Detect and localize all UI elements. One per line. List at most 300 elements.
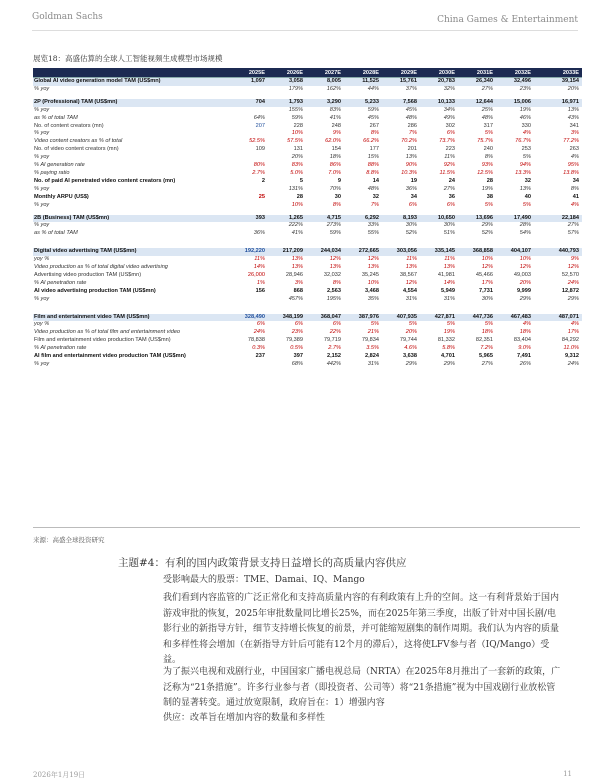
table-cell: 54% xyxy=(519,230,531,237)
table-row xyxy=(33,162,582,170)
table-cell: 8% xyxy=(484,154,493,161)
row-label: No. of paid AI penetrated video content creators (mn) xyxy=(34,177,176,184)
table-cell: 8% xyxy=(370,130,379,137)
table-cell: 2,152 xyxy=(327,353,341,360)
table-cell: 8% xyxy=(332,201,341,208)
table-cell: 23% xyxy=(519,85,531,92)
brand-logo: Goldman Sachs xyxy=(32,12,103,22)
table-cell: 27% xyxy=(443,185,455,192)
table-cell: 3,058 xyxy=(268,78,306,86)
table-cell: 3% xyxy=(570,130,579,137)
table-row xyxy=(33,186,582,194)
table-cell: 20% xyxy=(405,329,417,336)
table-cell: 155% xyxy=(288,106,303,113)
table-cell: 5% xyxy=(484,201,493,208)
table-cell: 13.8% xyxy=(563,169,579,176)
table-cell: 29% xyxy=(481,222,493,229)
table-cell: 59% xyxy=(367,106,379,113)
table-cell: 20% xyxy=(519,279,531,286)
table-cell: 447,736 xyxy=(458,314,496,322)
table-cell: 41% xyxy=(329,114,341,121)
row-label: % yoy xyxy=(34,130,50,137)
table-cell: 44% xyxy=(367,85,379,92)
table-cell: 11% xyxy=(444,154,455,161)
row-label: Film and entertainment video TAM (US$mn) xyxy=(33,314,236,322)
row-label: yoy % xyxy=(34,321,50,328)
year-header-2030E: 2030E xyxy=(420,68,458,78)
table-cell: 28 xyxy=(296,193,303,200)
table-row xyxy=(33,194,582,202)
table-cell: 207 xyxy=(255,122,265,129)
table-cell: 29% xyxy=(443,361,455,367)
year-header-2027E: 2027E xyxy=(306,68,344,78)
table-cell: 0.3% xyxy=(252,345,265,352)
table-cell: 154 xyxy=(331,146,341,153)
table-cell: 11.0% xyxy=(563,345,579,352)
row-label: Video production as % of total digital video advertising xyxy=(34,264,168,271)
table-cell: 12.5% xyxy=(477,169,493,176)
row-label: AI video advertising production TAM (US$mn) xyxy=(34,287,156,294)
table-cell: 12,644 xyxy=(458,99,496,107)
table-cell: 66.2% xyxy=(363,138,379,145)
table-cell: 70% xyxy=(329,185,341,192)
table-cell: 35,245 xyxy=(361,271,379,278)
table-cell: 37% xyxy=(405,85,417,92)
table-cell: 18% xyxy=(519,329,531,336)
table-row xyxy=(33,272,582,280)
table-cell: 38 xyxy=(486,193,493,200)
table-row xyxy=(33,230,582,238)
table-cell: 62.0% xyxy=(325,138,341,145)
paragraph-2: 为了振兴电视和戏剧行业，中国国家广播电视总局（NRTA）在2025年8月推出了一套新的政策，广泛称为“21条措施”。许多行业参与者（即投资者、公司等）将“21条措施”视为中国戏剧行业放松管制的显著转变。通过放宽限制，政府旨在：1）增强内容 xyxy=(163,667,561,708)
table-cell: 131 xyxy=(293,146,303,153)
table-cell: 27% xyxy=(567,222,579,229)
table-cell: 273% xyxy=(326,222,341,229)
row-label: % yoy xyxy=(34,222,50,229)
table-cell: 57.5% xyxy=(287,138,303,145)
table-cell: 5.0% xyxy=(290,169,303,176)
table-cell: 30% xyxy=(481,295,493,302)
table-cell: 83% xyxy=(291,162,303,169)
table-cell: 26,340 xyxy=(458,78,496,86)
table-cell: 79,389 xyxy=(285,337,303,344)
table-cell: 12,872 xyxy=(561,287,579,294)
table-cell: 248 xyxy=(331,122,341,129)
table-cell: 5% xyxy=(522,201,531,208)
table-cell: 5 xyxy=(299,177,303,184)
table-cell: 52.5% xyxy=(249,138,265,145)
table-row xyxy=(33,345,582,353)
source-note: 来源：高盛全球投资研究 xyxy=(33,536,105,544)
table-cell: 30% xyxy=(443,222,455,229)
table-cell: 487,071 xyxy=(534,314,582,322)
table-cell: 34% xyxy=(443,106,455,113)
table-cell: 92% xyxy=(443,162,455,169)
table-cell: 28% xyxy=(519,222,531,229)
table-cell: 2.7% xyxy=(252,169,265,176)
table-cell: 267 xyxy=(369,122,379,129)
exhibit-title: 展览18：高盛估算的全球人工智能视频生成模型市场规模 xyxy=(33,54,223,63)
table-cell: 1,793 xyxy=(268,99,306,107)
table-cell: 368,047 xyxy=(306,314,344,322)
table-cell: 4% xyxy=(570,154,579,161)
table-cell: 5% xyxy=(370,321,379,328)
year-header-2032E: 2032E xyxy=(496,68,534,78)
table-cell: 41% xyxy=(291,230,303,237)
table-cell: 29% xyxy=(567,295,579,302)
table-cell: 24% xyxy=(567,361,579,367)
table-cell: 9 xyxy=(337,177,341,184)
table-cell: 32% xyxy=(443,85,455,92)
table-cell: 253 xyxy=(521,146,531,153)
table-cell: 2.7% xyxy=(328,345,341,352)
table-cell xyxy=(236,107,268,115)
table-cell xyxy=(236,296,268,304)
table-cell: 30% xyxy=(405,222,417,229)
table-cell: 5% xyxy=(446,321,455,328)
row-label: Global AI video generation model TAM (US$mn) xyxy=(33,78,236,86)
table-cell: 237 xyxy=(255,353,265,360)
table-cell: 15,006 xyxy=(496,99,534,107)
table-cell: 10% xyxy=(481,256,493,263)
table-row xyxy=(33,329,582,337)
table-cell: 330 xyxy=(521,122,531,129)
table-cell: 19% xyxy=(481,185,493,192)
table-cell: 52,570 xyxy=(561,271,579,278)
table-cell: 6% xyxy=(256,321,265,328)
table-cell: 12% xyxy=(567,264,579,271)
table-cell: 217,209 xyxy=(268,248,306,256)
row-label: % AI generation rate xyxy=(34,162,85,169)
table-cell: 14 xyxy=(372,177,379,184)
table-cell: 79,719 xyxy=(323,337,341,344)
table-cell: 13% xyxy=(291,264,303,271)
paragraph-1: 我们看到内容监管的广泛正常化和支持高质量内容的有利政策有上升的空间。这一有利背景始于国内游戏审批的恢复，2025年审批数量同比增长25%，而在2025年第三季度，出版了针对中国长剧/电影行业的新指导方针，细节支持增长恢复的前景，并可能缩短剧集的制作周期。我们认为内容的质量和多样性将会增加（在新指导方针后可能有12个月的滞后），这将使LFV参与者（IQ/Mango）受益。 xyxy=(163,593,560,665)
table-cell: 10% xyxy=(291,130,303,137)
table-cell: 21% xyxy=(367,329,379,336)
table-cell: 3,290 xyxy=(306,99,344,107)
table-cell: 3% xyxy=(294,279,303,286)
table-cell: 7.2% xyxy=(480,345,493,352)
table-cell: 8% xyxy=(332,279,341,286)
table-cell: 48% xyxy=(481,114,493,121)
row-label: % yoy xyxy=(34,154,50,161)
table-row xyxy=(33,99,582,107)
row-label: 2B (Business) TAM (US$mn) xyxy=(33,215,236,223)
table-cell xyxy=(236,130,268,138)
table-cell: 13% xyxy=(567,106,579,113)
table-cell xyxy=(236,222,268,230)
table-cell: 868 xyxy=(293,287,303,294)
table-cell: 10,650 xyxy=(420,215,458,223)
table-row xyxy=(33,123,582,131)
table-cell: 10.3% xyxy=(401,169,417,176)
table-cell: 46% xyxy=(519,114,531,121)
table-cell: 3.5% xyxy=(366,345,379,352)
table-cell: 77.2% xyxy=(563,138,579,145)
table-cell: 397 xyxy=(293,353,303,360)
table-row xyxy=(33,170,582,178)
table-cell: 36 xyxy=(448,193,455,200)
table-row xyxy=(33,248,582,256)
tam-table xyxy=(33,68,582,369)
table-cell: 40 xyxy=(524,193,531,200)
table-cell: 7,731 xyxy=(479,287,493,294)
table-cell: 368,858 xyxy=(458,248,496,256)
table-row xyxy=(33,107,582,115)
year-header-2029E: 2029E xyxy=(382,68,420,78)
table-cell: 8.8% xyxy=(366,169,379,176)
table-cell: 12% xyxy=(519,264,531,271)
table-cell: 22% xyxy=(329,329,341,336)
table-cell: 9% xyxy=(570,256,579,263)
table-cell: 13.3% xyxy=(515,169,531,176)
year-header-2025E: 2025E xyxy=(236,68,268,78)
table-cell: 440,793 xyxy=(534,248,582,256)
table-cell: 4,701 xyxy=(441,353,455,360)
table-cell: 27% xyxy=(481,85,493,92)
table-cell: 18% xyxy=(481,329,493,336)
table-cell: 90% xyxy=(405,162,417,169)
table-row xyxy=(33,130,582,138)
table-cell: 5% xyxy=(408,321,417,328)
table-cell: 13% xyxy=(367,264,379,271)
row-label: as % of total TAM xyxy=(34,114,78,121)
table-cell: 24 xyxy=(448,177,455,184)
table-cell: 88% xyxy=(367,162,379,169)
table-cell: 4% xyxy=(570,201,579,208)
table-cell: 15% xyxy=(367,154,379,161)
table-cell: 272,665 xyxy=(344,248,382,256)
table-row xyxy=(33,202,582,210)
table-cell: 18% xyxy=(329,154,341,161)
table-row xyxy=(33,288,582,296)
table-cell: 156 xyxy=(255,287,265,294)
table-row xyxy=(33,337,582,345)
table-cell: 15,761 xyxy=(382,78,420,86)
table-cell: 6% xyxy=(446,201,455,208)
table-cell: 11% xyxy=(406,256,417,263)
row-label: Advertising video production TAM (US$mn) xyxy=(34,271,142,278)
table-cell: 19% xyxy=(443,329,455,336)
table-cell: 11.5% xyxy=(439,169,455,176)
table-cell: 48% xyxy=(405,114,417,121)
table-cell: 86% xyxy=(329,162,341,169)
table-cell: 9% xyxy=(332,130,341,137)
table-cell: 34 xyxy=(410,193,417,200)
theme-heading: 主题#4：有利的国内政策背景支持日益增长的高质量内容供应 xyxy=(118,557,407,569)
table-cell: 52% xyxy=(481,230,493,237)
table-cell: 20,783 xyxy=(420,78,458,86)
table-cell: 8,193 xyxy=(382,215,420,223)
table-cell: 31% xyxy=(443,295,455,302)
table-cell: 23% xyxy=(291,329,303,336)
table-cell: 43% xyxy=(567,114,579,121)
table-cell: 5% xyxy=(484,130,493,137)
table-cell: 6% xyxy=(446,130,455,137)
row-label: % yoy xyxy=(34,85,50,92)
table-bottom-rule xyxy=(33,527,580,528)
table-cell: 25 xyxy=(258,193,265,200)
table-cell: 36% xyxy=(405,185,417,192)
table-row xyxy=(33,215,582,223)
table-cell: 75.7% xyxy=(477,138,493,145)
table-cell: 52% xyxy=(405,230,417,237)
table-cell: 80% xyxy=(253,162,265,169)
table-cell: 7,568 xyxy=(382,99,420,107)
table-cell: 68% xyxy=(291,361,303,367)
table-cell: 8,005 xyxy=(306,78,344,86)
paragraph-3: 供应：改革旨在增加内容的数量和多样性 xyxy=(163,713,326,723)
table-cell: 31% xyxy=(405,295,417,302)
row-label: % yoy xyxy=(34,185,50,192)
table-row xyxy=(33,154,582,162)
table-cell: 19 xyxy=(410,177,417,184)
table-cell: 335,145 xyxy=(420,248,458,256)
table-cell: 16,971 xyxy=(534,99,582,107)
table-cell: 38,567 xyxy=(399,271,417,278)
table-cell: 6% xyxy=(294,321,303,328)
table-row xyxy=(33,321,582,329)
table-cell: 20% xyxy=(291,154,303,161)
table-cell: 0.5% xyxy=(290,345,303,352)
page-number: 11 xyxy=(563,770,572,778)
table-row xyxy=(33,222,582,230)
table-cell: 192,220 xyxy=(236,248,268,256)
table-cell: 1,265 xyxy=(268,215,306,223)
table-cell: 228 xyxy=(293,122,303,129)
table-cell: 64% xyxy=(253,114,265,121)
table-cell: 240 xyxy=(483,146,493,153)
table-cell: 244,034 xyxy=(306,248,344,256)
table-cell: 45,466 xyxy=(475,271,493,278)
table-cell: 45% xyxy=(367,114,379,121)
table-cell: 48% xyxy=(367,185,379,192)
table-cell: 1% xyxy=(256,279,265,286)
table-cell: 10% xyxy=(519,256,531,263)
table-cell: 82,351 xyxy=(475,337,493,344)
table-cell: 7% xyxy=(370,201,379,208)
affected-stocks: 受影响最大的股票：TME、Damai、IQ、Mango xyxy=(163,575,365,585)
row-label: % paying ratio xyxy=(34,169,70,176)
table-cell: 34 xyxy=(572,177,579,184)
table-cell: 10,133 xyxy=(420,99,458,107)
table-cell: 41 xyxy=(572,193,579,200)
table-cell: 109 xyxy=(255,146,265,153)
table-cell: 11% xyxy=(444,256,455,263)
table-cell: 317 xyxy=(483,122,493,129)
table-cell: 8% xyxy=(570,185,579,192)
row-label: % yoy xyxy=(34,361,50,367)
table-cell xyxy=(236,202,268,210)
table-cell: 81,332 xyxy=(437,337,455,344)
table-cell xyxy=(236,86,268,94)
table-cell: 177 xyxy=(369,146,379,153)
table-cell: 12% xyxy=(405,279,417,286)
table-cell: 328,490 xyxy=(236,314,268,322)
table-cell: 348,199 xyxy=(268,314,306,322)
header-divider xyxy=(32,30,578,31)
table-cell: 83% xyxy=(329,106,341,113)
row-label: AI film and entertainment video production TAM (US$mn) xyxy=(34,353,186,360)
table-row xyxy=(33,280,582,288)
table-row xyxy=(33,353,582,361)
table-cell: 4,554 xyxy=(403,287,417,294)
table-cell: 6% xyxy=(408,201,417,208)
table-cell xyxy=(236,361,268,369)
table-cell: 223 xyxy=(445,146,455,153)
header-label-cell xyxy=(33,68,236,78)
table-cell: 84,292 xyxy=(561,337,579,344)
year-header-2031E: 2031E xyxy=(458,68,496,78)
table-cell: 1,097 xyxy=(236,78,268,86)
table-cell: 13% xyxy=(329,264,341,271)
table-cell: 32,032 xyxy=(323,271,341,278)
table-cell: 59% xyxy=(329,230,341,237)
table-cell: 4,715 xyxy=(306,215,344,223)
table-cell: 78,838 xyxy=(247,337,265,344)
table-cell: 26% xyxy=(519,361,531,367)
row-label: % AI penetration rate xyxy=(34,345,87,352)
table-cell: 17% xyxy=(567,329,579,336)
table-cell: 35% xyxy=(367,295,379,302)
table-row xyxy=(33,264,582,272)
table-cell: 79,834 xyxy=(361,337,379,344)
table-row xyxy=(33,361,582,369)
table-row xyxy=(33,178,582,186)
table-cell: 302 xyxy=(445,122,455,129)
row-label: No. of content creators (mn) xyxy=(34,122,104,129)
table-cell: 13% xyxy=(405,264,417,271)
row-label: Film and entertainment video production TAM (US$mn) xyxy=(34,337,171,344)
table-cell: 387,976 xyxy=(344,314,382,322)
table-cell: 33% xyxy=(367,222,379,229)
table-cell: 45% xyxy=(405,106,417,113)
table-row xyxy=(33,138,582,146)
row-label: 2P (Professional) TAM (US$mn) xyxy=(33,99,236,107)
table-cell: 179% xyxy=(288,85,303,92)
table-cell: 13% xyxy=(405,154,417,161)
table-cell: 36% xyxy=(253,230,265,237)
table-cell: 12% xyxy=(329,256,341,263)
table-cell: 25% xyxy=(481,106,493,113)
table-cell: 57% xyxy=(567,230,579,237)
table-cell xyxy=(236,154,268,162)
table-cell: 41,981 xyxy=(437,271,455,278)
table-cell: 13,696 xyxy=(458,215,496,223)
table-cell: 131% xyxy=(288,185,303,192)
row-label: Video production as % of total film and entertainment video xyxy=(34,329,181,336)
table-cell: 94% xyxy=(519,162,531,169)
table-cell: 5,965 xyxy=(479,353,493,360)
table-cell: 222% xyxy=(288,222,303,229)
table-cell: 28 xyxy=(486,177,493,184)
row-label: Video content creators as % of total xyxy=(34,138,123,145)
table-cell: 14% xyxy=(253,264,265,271)
row-label: Digital video advertising TAM (US$mn) xyxy=(33,248,236,256)
table-cell: 442% xyxy=(326,361,341,367)
table-cell: 20% xyxy=(567,85,579,92)
row-label: as % of total TAM xyxy=(34,230,78,237)
table-cell: 2,563 xyxy=(327,287,341,294)
table-cell: 6,292 xyxy=(344,215,382,223)
row-label: % yoy xyxy=(34,201,50,208)
table-cell: 7% xyxy=(408,130,417,137)
table-cell: 5,949 xyxy=(441,287,455,294)
table-cell: 39,154 xyxy=(534,78,582,86)
table-cell: 73.7% xyxy=(439,138,455,145)
table-cell: 32 xyxy=(524,177,531,184)
